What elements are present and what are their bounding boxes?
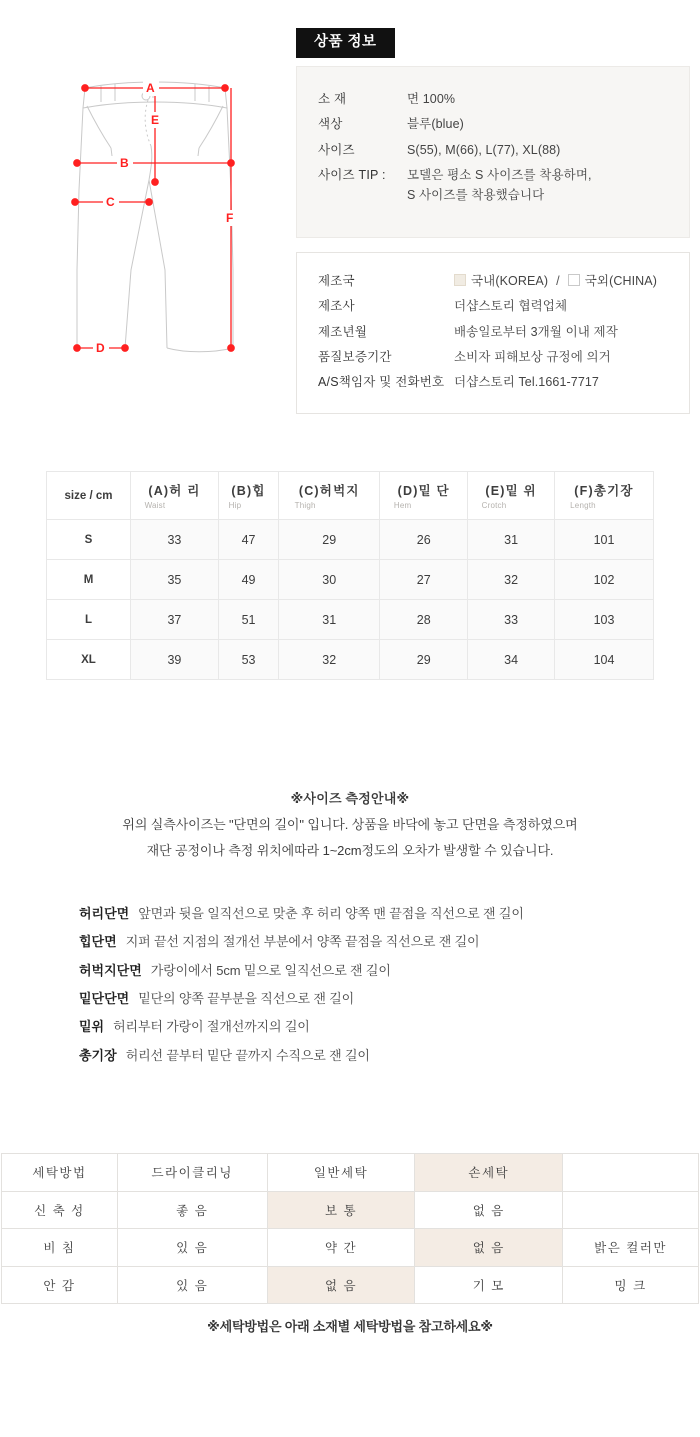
cell-m-crotch: 32 [468, 560, 555, 600]
spec-label-as-contact: A/S책임자 및 전화번호 [318, 375, 445, 389]
country-option-korea: 국내(KOREA) [471, 274, 549, 288]
definition-thigh: 허벅지단면 가랑이에서 5cm 밑으로 일직선으로 잰 길이 [79, 962, 391, 978]
cell-s-hip: 47 [218, 520, 278, 560]
definition-waist: 허리단면 앞면과 뒷을 일직선으로 맞춘 후 허리 양쪽 맨 끝점을 직선으로 잰 길이 [79, 906, 524, 921]
measurement-guide-line-1: 위의 실측사이즈는 "단면의 길이" 입니다. 상품을 바닥에 놓고 단면을 측정하였으며 [122, 817, 578, 832]
care-lining-fleece: 기 모 [415, 1266, 563, 1304]
size-chart-col-waist: (A)허 리 Waist [131, 472, 219, 520]
checkbox-korea-icon[interactable] [454, 274, 466, 286]
spec-label-size-tip: 사이즈 TIP : [318, 167, 386, 182]
definition-hip: 힙단면 지퍼 끝선 지점의 절개선 부분에서 양쪽 끝점을 직선으로 잰 길이 [79, 934, 480, 950]
cell-l-crotch: 33 [468, 600, 555, 640]
table-row [2, 1229, 699, 1267]
care-instructions-table [1, 1153, 699, 1304]
spec-row-manufacture-date [297, 319, 689, 344]
spec-row-manufacturer [297, 294, 689, 319]
cell-s-hem: 26 [380, 520, 468, 560]
table-row [2, 1191, 699, 1229]
cell-l-length: 103 [555, 600, 654, 640]
spec-row-as-contact [297, 370, 689, 395]
cell-l-waist: 37 [131, 600, 219, 640]
country-separator: / [556, 274, 560, 288]
size-row-label-l: L [47, 600, 131, 640]
spec-label-color: 색상 [318, 117, 343, 132]
spec-label-manufacturer: 제조사 [318, 299, 355, 314]
care-footer-note: ※세탁방법은 아래 소재별 세탁방법을 참고하세요※ [207, 1319, 493, 1334]
care-label-elasticity: 신 축 성 [2, 1191, 118, 1229]
size-chart-col-length: (F)총기장 Length [555, 472, 654, 520]
product-spec-box [296, 66, 690, 238]
spec-row-color [297, 112, 689, 137]
size-chart-table [46, 471, 654, 680]
cell-l-hip: 51 [218, 600, 278, 640]
spec-value-country [454, 271, 689, 291]
size-chart-col-hem: (D)밑 단 Hem [380, 472, 468, 520]
spec-label-size: 사이즈 [318, 142, 355, 157]
spec-label-warranty: 품질보증기간 [318, 349, 392, 364]
care-label-wash-method: 세탁방법 [2, 1154, 118, 1192]
care-sheerness-none: 없 음 [415, 1229, 563, 1267]
spec-value-manufacture-date: 배송일로부터 3개월 이내 제작 [454, 324, 618, 339]
care-lining-mink: 밍 크 [563, 1266, 699, 1304]
cell-l-thigh: 31 [279, 600, 380, 640]
table-row [47, 560, 654, 600]
measurement-guide [0, 786, 700, 864]
care-elasticity-none: 없 음 [415, 1191, 563, 1229]
care-instructions [1, 1153, 699, 1304]
spec-label-manufacture-date: 제조년월 [318, 324, 368, 339]
size-row-label-s: S [47, 520, 131, 560]
checkbox-china-icon[interactable] [568, 274, 580, 286]
cell-m-length: 102 [555, 560, 654, 600]
care-wash-extra [563, 1154, 699, 1192]
diagram-label-a: A [146, 81, 155, 95]
cell-xl-thigh: 32 [279, 640, 380, 680]
cell-s-thigh: 29 [279, 520, 380, 560]
cell-xl-hem: 29 [380, 640, 468, 680]
table-row [47, 600, 654, 640]
definition-length: 총기장 허리선 끝부터 밑단 끝까지 수직으로 잰 길이 [79, 1047, 370, 1063]
care-wash-machine: 일반세탁 [267, 1154, 415, 1192]
size-chart-col-thigh: (C)허벅지 Thigh [279, 472, 380, 520]
table-row [47, 520, 654, 560]
spec-row-size [297, 137, 689, 162]
size-tip-line-1: 모델은 평소 S 사이즈를 착용하며, [407, 167, 592, 182]
spec-value-material: 면 100% [407, 92, 456, 106]
definition-hem: 밑단단면 밑단의 양쪽 끝부분을 직선으로 잰 길이 [79, 990, 355, 1006]
care-label-sheerness: 비 침 [2, 1229, 118, 1267]
size-chart [46, 471, 654, 680]
info-panel [296, 28, 690, 414]
product-info-section [0, 0, 700, 420]
diagram-label-c: C [106, 195, 115, 209]
size-row-label-m: M [47, 560, 131, 600]
cell-s-length: 101 [555, 520, 654, 560]
size-chart-corner-header: size / cm [47, 472, 131, 520]
spec-row-material [297, 87, 689, 112]
measurement-definitions [79, 900, 639, 1070]
cell-xl-hip: 53 [218, 640, 278, 680]
size-row-label-xl: XL [47, 640, 131, 680]
care-lining-none: 없 음 [267, 1266, 415, 1304]
country-option-china: 국외(CHINA) [584, 274, 657, 288]
cell-s-waist: 33 [131, 520, 219, 560]
cell-xl-length: 104 [555, 640, 654, 680]
care-elasticity-extra [563, 1191, 699, 1229]
measurement-guide-title: ※사이즈 측정안내※ [290, 791, 410, 806]
spec-value-size: S(55), M(66), L(77), XL(88) [407, 142, 561, 157]
care-sheerness-yes: 있 음 [117, 1229, 267, 1267]
measurement-guide-line-2: 재단 공정이나 측정 위치에따라 1~2cm정도의 오차가 발생할 수 있습니다. [146, 843, 554, 858]
spec-row-size-tip [297, 162, 689, 208]
care-elasticity-good: 좋 음 [117, 1191, 267, 1229]
size-chart-body [47, 520, 654, 680]
spec-label-material: 소 재 [318, 92, 347, 106]
diagram-label-b: B [120, 156, 129, 170]
spec-value-warranty: 소비자 피해보상 규정에 의거 [454, 349, 611, 364]
spec-row-country [297, 269, 689, 294]
diagram-label-d: D [96, 341, 105, 355]
diagram-label-e: E [151, 113, 160, 127]
cell-l-hem: 28 [380, 600, 468, 640]
spec-row-warranty [297, 344, 689, 369]
care-wash-dryclean: 드라이클리닝 [117, 1154, 267, 1192]
diagram-label-f: F [226, 211, 234, 225]
spec-value-color: 블루(blue) [407, 117, 464, 132]
size-chart-col-crotch: (E)밑 위 Crotch [468, 472, 555, 520]
cell-m-hem: 27 [380, 560, 468, 600]
care-table-body [2, 1154, 699, 1304]
info-panel-title: 상품 정보 [296, 28, 395, 58]
care-lining-yes: 있 음 [117, 1266, 267, 1304]
care-wash-handwash: 손세탁 [415, 1154, 563, 1192]
size-tip-line-2: S 사이즈를 착용했습니다 [407, 188, 545, 202]
cell-m-hip: 49 [218, 560, 278, 600]
table-row [2, 1266, 699, 1304]
cell-xl-crotch: 34 [468, 640, 555, 680]
care-label-lining: 안 감 [2, 1266, 118, 1304]
spec-label-country: 제조국 [318, 274, 355, 288]
cell-m-waist: 35 [131, 560, 219, 600]
size-chart-col-hip: (B)힙 Hip [218, 472, 278, 520]
table-row [2, 1154, 699, 1192]
care-sheerness-extra: 밝은 컬러만 [563, 1229, 699, 1267]
cell-m-thigh: 30 [279, 560, 380, 600]
care-elasticity-normal: 보 통 [267, 1191, 415, 1229]
table-row [47, 640, 654, 680]
cell-s-crotch: 31 [468, 520, 555, 560]
definition-crotch: 밑위 허리부터 가랑이 절개선까지의 길이 [79, 1019, 310, 1035]
size-chart-head [47, 472, 654, 520]
size-chart-header-row [47, 472, 654, 520]
spec-value-size-tip [407, 165, 689, 206]
spec-value-manufacturer: 더샵스토리 협력업체 [454, 299, 568, 314]
care-sheerness-slight: 약 간 [267, 1229, 415, 1267]
manufacture-spec-box [296, 252, 690, 414]
cell-xl-waist: 39 [131, 640, 219, 680]
spec-value-as-contact: 더샵스토리 Tel.1661-7717 [454, 375, 599, 389]
pants-measurement-diagram [55, 70, 290, 400]
